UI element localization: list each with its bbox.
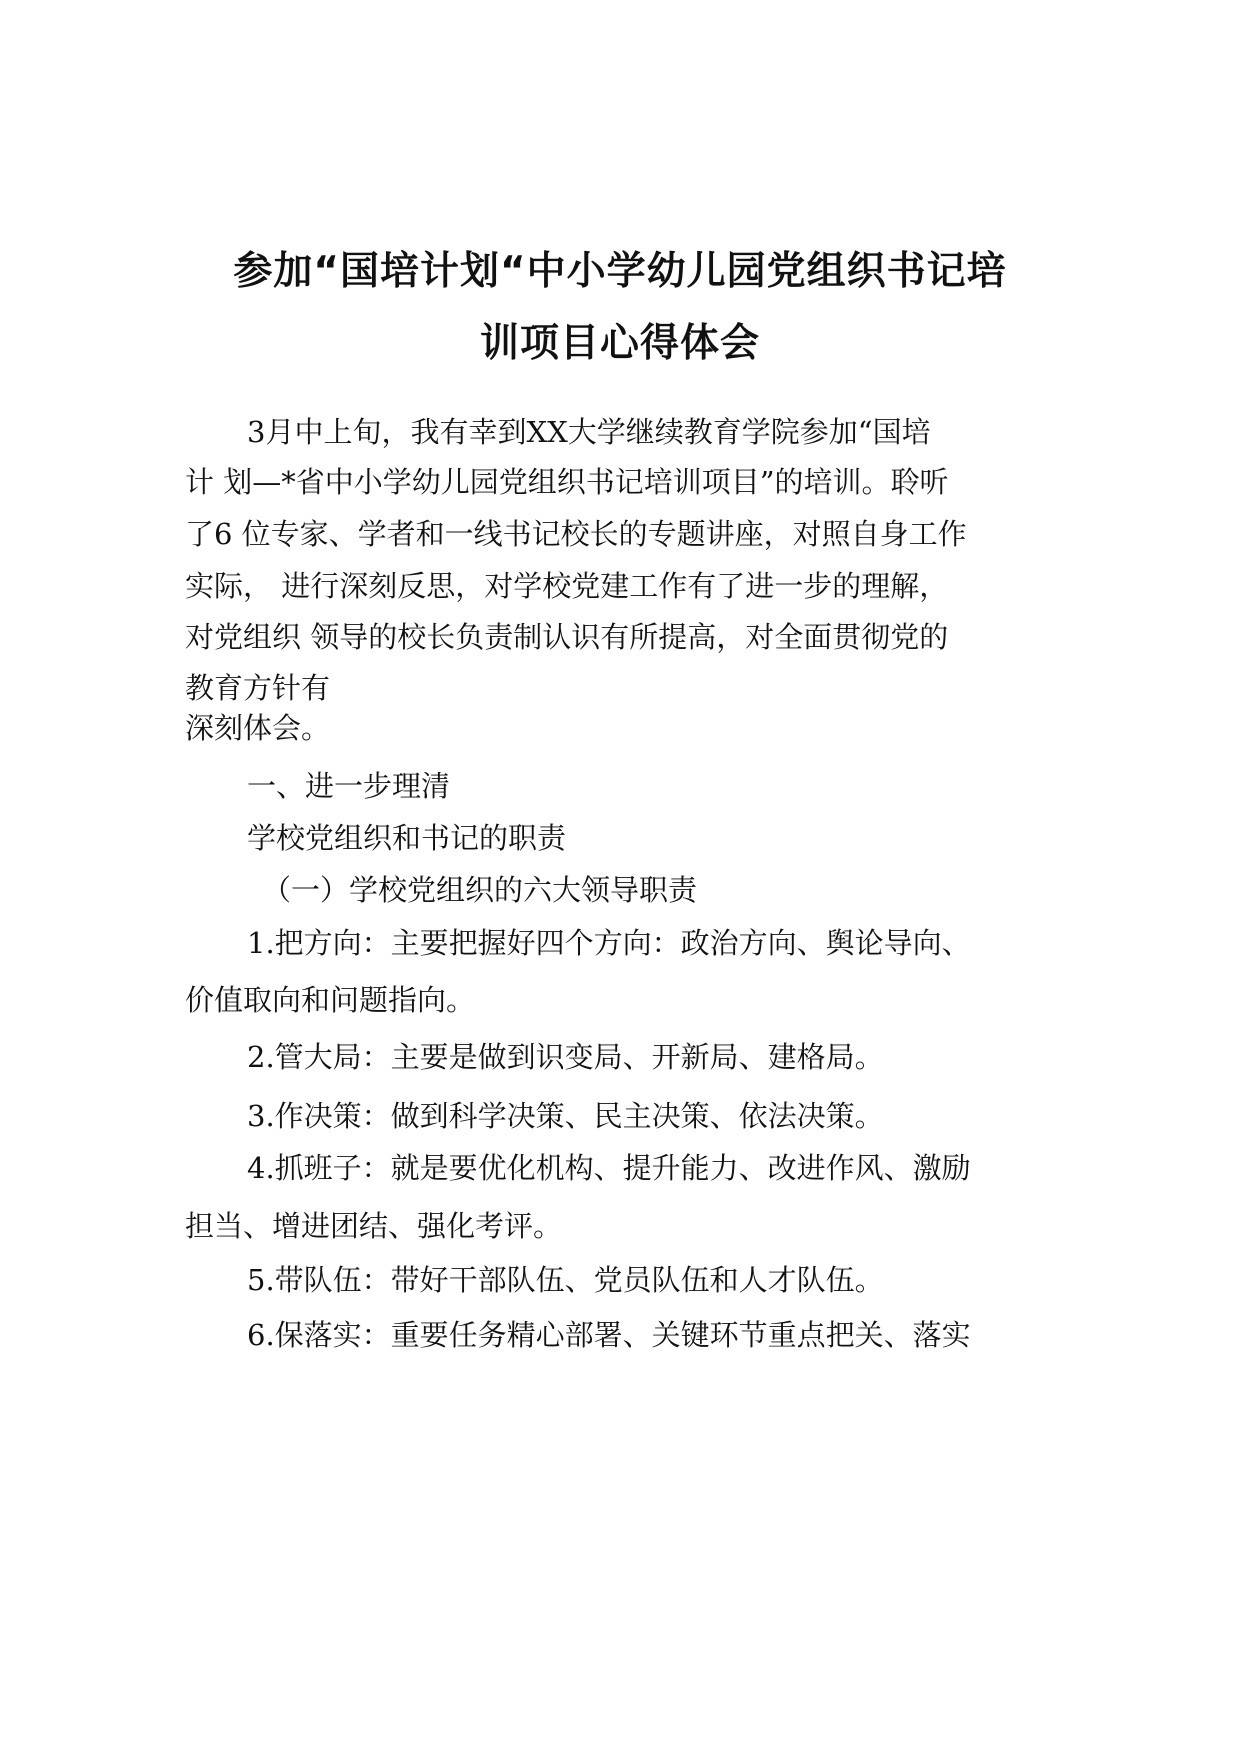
intro-line-3: 了6 位专家、学者和一线书记校长的专题讲座，对照自身工作	[185, 517, 967, 551]
document-title-line-2: 训项目心得体会	[479, 321, 760, 366]
item-2-line-1: 2.管大局：主要是做到识变局、开新局、建格局。	[247, 1040, 884, 1074]
item-1-line-2: 价值取向和问题指向。	[185, 983, 476, 1017]
item-5-line-1: 5.带队伍：带好干部队伍、党员队伍和人才队伍。	[247, 1263, 884, 1297]
section-heading-line-1: 一、进一步理清	[247, 769, 451, 803]
intro-line-1: 3月中上旬，我有幸到XX大学继续教育学院参加“国培	[247, 415, 931, 449]
intro-line-6: 教育方针有	[185, 671, 331, 705]
item-1-line-1: 1.把方向：主要把握好四个方向：政治方向、舆论导向、	[247, 926, 971, 960]
section-heading-line-2: 学校党组织和书记的职责	[247, 821, 567, 855]
item-6-line-1: 6.保落实：重要任务精心部署、关键环节重点把关、落实	[247, 1318, 971, 1352]
intro-line-7: 深刻体会。	[185, 711, 331, 745]
intro-line-2: 计 划—*省中小学幼儿园党组织书记培训项目”的培训。聆听	[185, 465, 949, 499]
item-4-line-1: 4.抓班子：就是要优化机构、提升能力、改进作风、激励	[247, 1151, 971, 1185]
intro-line-5: 对党组织 领导的校长负责制认识有所提高，对全面贯彻党的	[185, 620, 949, 654]
item-4-line-2: 担当、增进团结、强化考评。	[185, 1209, 563, 1243]
item-3-line-1: 3.作决策：做到科学决策、民主决策、依法决策。	[247, 1099, 884, 1133]
document-title-line-1: 参加“国培计划“中小学幼儿园党组织书记培	[233, 249, 1007, 294]
intro-line-4: 实际， 进行深刻反思，对学校党建工作有了进一步的理解，	[185, 569, 949, 603]
subsection-heading: （一）学校党组织的六大领导职责	[262, 873, 698, 907]
